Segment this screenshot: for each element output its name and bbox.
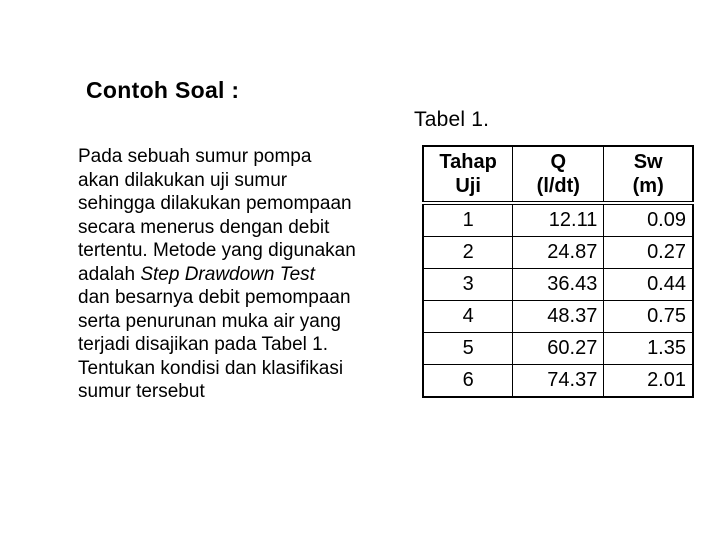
problem-line: sumur tersebut: [78, 381, 205, 402]
cell-sw: 0.75: [604, 301, 693, 333]
cell-sw: 0.09: [604, 203, 693, 237]
problem-line: akan dilakukan uji sumur: [78, 169, 288, 191]
header-sw: [604, 146, 693, 203]
problem-line: serta penurunan muka air yang: [78, 310, 341, 332]
header-label: Tahap: [439, 151, 497, 173]
cell-q: 12.11: [513, 203, 604, 237]
cell-tahap: 2: [423, 237, 513, 269]
table-row: [423, 333, 693, 365]
cell-q: 60.27: [513, 333, 604, 365]
cell-tahap: 3: [423, 269, 513, 301]
problem-line: sehingga dilakukan pemompaan: [78, 193, 352, 214]
cell-q: 74.37: [513, 365, 604, 398]
problem-text: [78, 145, 408, 404]
slide-title: Contoh Soal :: [86, 77, 240, 103]
problem-line: dan besarnya debit pemompaan: [78, 287, 351, 308]
header-label: (m): [632, 175, 664, 197]
cell-tahap: 4: [423, 301, 513, 333]
cell-tahap: 5: [423, 333, 513, 365]
table-row: [423, 203, 693, 237]
problem-line: [78, 263, 408, 287]
cell-sw: 1.35: [604, 333, 693, 365]
table-row: [423, 365, 693, 398]
problem-line: terjadi disajikan pada Tabel 1.: [78, 334, 328, 355]
header-tahap: [423, 146, 513, 203]
method-name: Step Drawdown Test: [140, 263, 315, 285]
table-row: [423, 269, 693, 301]
cell-sw: 0.44: [604, 269, 693, 301]
header-label: Uji: [455, 175, 481, 197]
header-q: [513, 146, 604, 203]
cell-q: 24.87: [513, 237, 604, 269]
cell-sw: 2.01: [604, 365, 693, 398]
cell-tahap: 1: [423, 203, 513, 237]
problem-line: Tentukan kondisi dan klasifikasi: [78, 357, 344, 379]
header-label: Sw: [633, 151, 663, 173]
header-label: (l/dt): [536, 175, 580, 197]
problem-line: Pada sebuah sumur pompa: [78, 146, 312, 167]
cell-tahap: 6: [423, 365, 513, 398]
problem-line: tertentu. Metode yang digunakan: [78, 240, 356, 261]
cell-sw: 0.27: [604, 237, 693, 269]
table-caption: Tabel 1.: [414, 108, 490, 131]
data-table: [422, 145, 694, 398]
header-label: Q: [550, 151, 567, 173]
table-row: [423, 237, 693, 269]
table-row: [423, 301, 693, 333]
problem-line: secara menerus dengan debit: [78, 216, 330, 238]
problem-line-prefix: adalah: [78, 263, 141, 285]
cell-q: 48.37: [513, 301, 604, 333]
cell-q: 36.43: [513, 269, 604, 301]
table-header-row: [423, 146, 693, 203]
